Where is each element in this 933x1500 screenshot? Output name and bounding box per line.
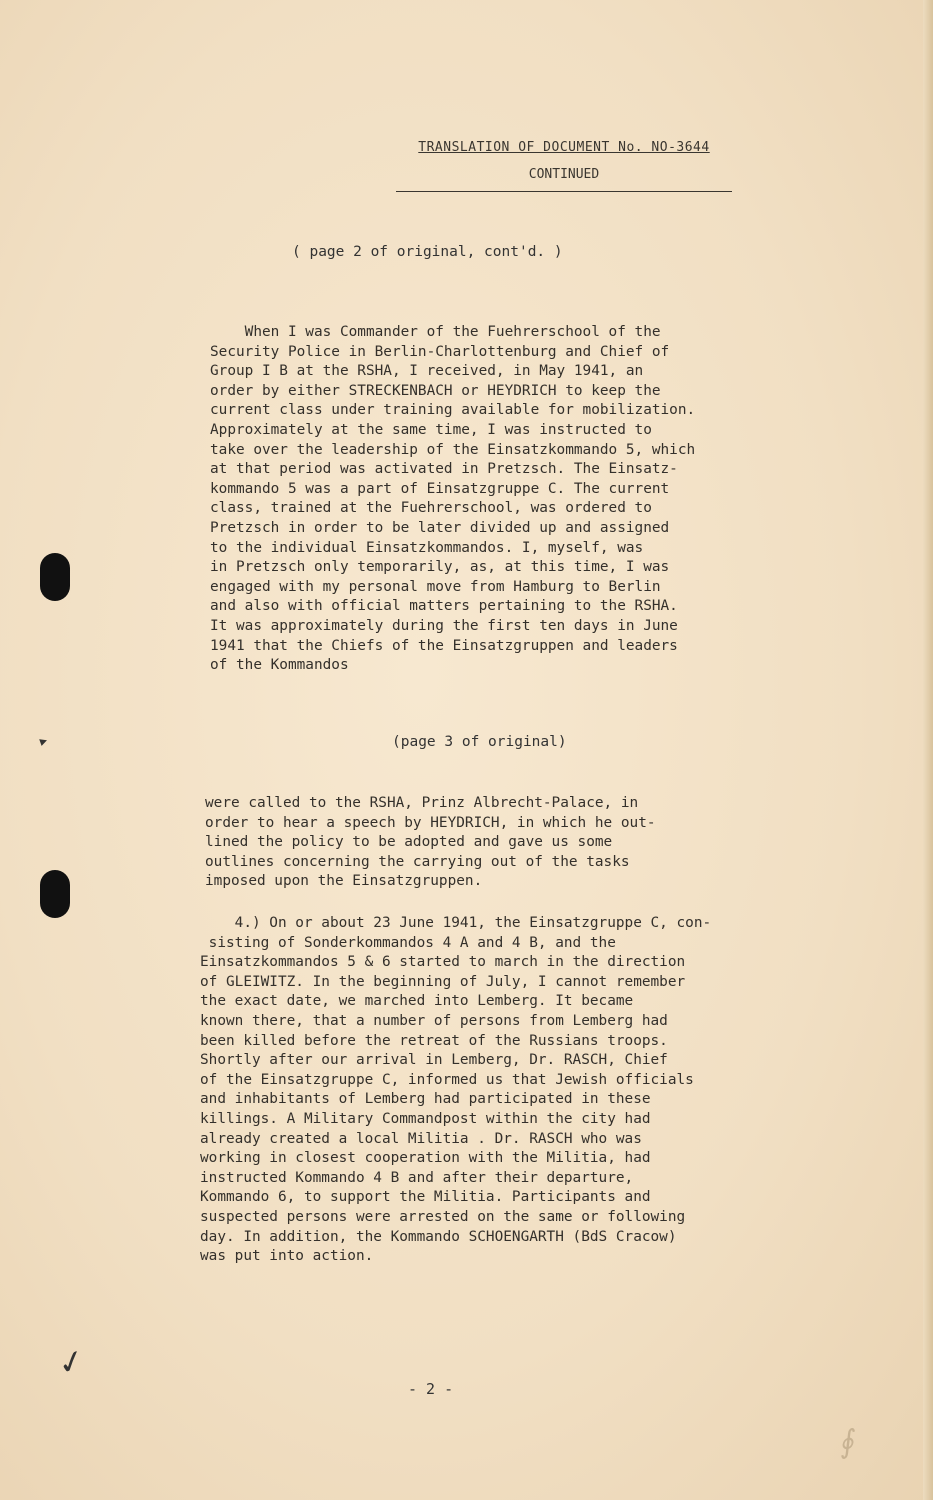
text-line: of the Kommandos xyxy=(210,657,349,674)
page-2-note: ( page 2 of original, cont'd. ) xyxy=(292,244,563,260)
paragraph-3 xyxy=(200,914,780,1267)
text-line: outlines concerning the carrying out of the tasks xyxy=(205,853,630,870)
text-line: Approximately at the same time, I was instructed to xyxy=(210,421,652,438)
text-line: imposed upon the Einsatzgruppen. xyxy=(205,873,483,890)
text-line: Group I B at the RSHA, I received, in May 1941, an xyxy=(210,363,644,380)
text-line: order by either STRECKENBACH or HEYDRICH to keep the xyxy=(210,382,661,399)
text-line: of GLEIWITZ. In the beginning of July, I cannot remember xyxy=(200,973,686,990)
page-number: - 2 - xyxy=(408,1380,454,1398)
text-line: known there, that a number of persons from Lemberg had xyxy=(200,1012,668,1029)
text-line: 4.) On or about 23 June 1941, the Einsatzgruppe C, con- xyxy=(200,915,712,931)
text-line: at that period was activated in Pretzsch. The Einsatz- xyxy=(210,461,678,478)
text-line: the exact date, we marched into Lemberg. It became xyxy=(200,993,634,1010)
text-line: Einsatzkommandos 5 & 6 started to march in the direction xyxy=(200,954,686,971)
text-line: Shortly after our arrival in Lemberg, Dr. RASCH, Chief xyxy=(200,1052,668,1069)
document-subtitle: CONTINUED xyxy=(396,167,732,192)
text-line: already created a local Militia . Dr. RASCH who was xyxy=(200,1130,642,1147)
text-line: kommando 5 was a part of Einsatzgruppe C. The current xyxy=(210,480,670,497)
text-line: current class under training available for mobilization. xyxy=(210,402,696,419)
text-line: Pretzsch in order to be later divided up and assigned xyxy=(210,519,670,536)
text-line: When I was Commander of the Fuehrerschool of the xyxy=(210,324,661,340)
document-title: TRANSLATION OF DOCUMENT No. NO-3644 xyxy=(418,140,710,155)
punch-hole xyxy=(40,553,70,601)
punch-hole xyxy=(40,870,70,918)
faint-pencil-mark: ∮ xyxy=(835,1423,857,1462)
text-line: working in closest cooperation with the Militia, had xyxy=(200,1150,651,1167)
text-line: and also with official matters pertaining to the RSHA. xyxy=(210,598,678,615)
text-line: and inhabitants of Lemberg had participated in these xyxy=(200,1091,651,1108)
torn-right-edge xyxy=(923,0,933,1500)
paragraph-1 xyxy=(210,323,770,676)
text-line: order to hear a speech by HEYDRICH, in which he out- xyxy=(205,814,656,831)
text-line: was put into action. xyxy=(200,1248,374,1265)
paragraph-2 xyxy=(205,794,765,892)
text-line: killings. A Military Commandpost within the city had xyxy=(200,1110,651,1127)
text-line: been killed before the retreat of the Russians troops. xyxy=(200,1032,668,1049)
text-line: engaged with my personal move from Hamburg to Berlin xyxy=(210,578,661,595)
ink-mark: ▸ xyxy=(37,732,50,750)
text-line: suspected persons were arrested on the same or following xyxy=(200,1208,686,1225)
text-line: to the individual Einsatzkommandos. I, myself, was xyxy=(210,539,644,556)
text-line: in Pretzsch only temporarily, as, at this time, I was xyxy=(210,559,670,576)
text-line: Kommando 6, to support the Militia. Participants and xyxy=(200,1189,651,1206)
text-line: lined the policy to be adopted and gave us some xyxy=(205,834,613,851)
text-line: were called to the RSHA, Prinz Albrecht-Palace, in xyxy=(205,795,639,811)
text-line: of the Einsatzgruppe C, informed us that Jewish officials xyxy=(200,1071,694,1088)
text-line: instructed Kommando 4 B and after their departure, xyxy=(200,1169,634,1186)
text-line: take over the leadership of the Einsatzkommando 5, which xyxy=(210,441,696,458)
text-line: Security Police in Berlin-Charlottenburg and Chief of xyxy=(210,343,670,360)
pencil-tick-mark: ✓ xyxy=(53,1340,90,1384)
page-3-note: (page 3 of original) xyxy=(392,734,567,750)
text-line: class, trained at the Fuehrerschool, was ordered to xyxy=(210,500,652,517)
text-line: 1941 that the Chiefs of the Einsatzgruppen and leaders xyxy=(210,637,678,654)
text-line: sisting of Sonderkommandos 4 A and 4 B, and the xyxy=(200,934,616,951)
text-line: day. In addition, the Kommando SCHOENGARTH (BdS Cracow) xyxy=(200,1228,677,1245)
text-line: It was approximately during the first ten days in June xyxy=(210,617,678,634)
